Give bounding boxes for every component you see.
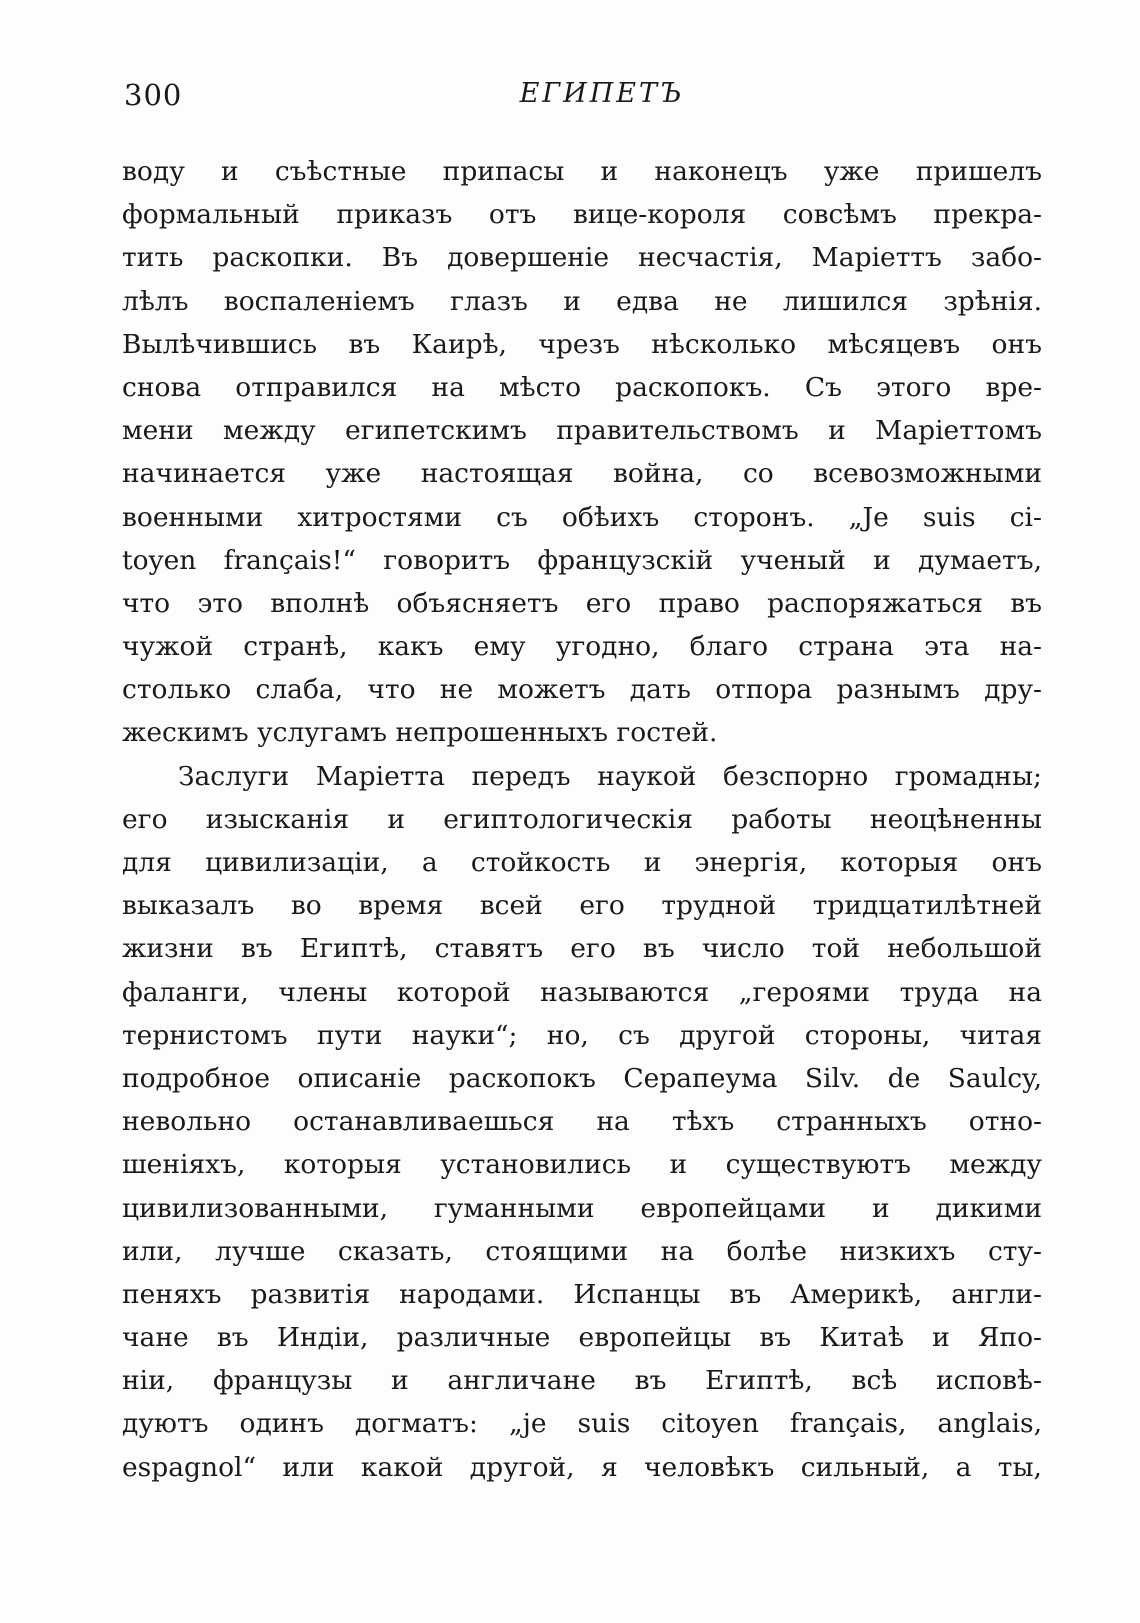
text-line: дуютъ одинъ догматъ: „je suis citoyen français, anglais,	[122, 1408, 1042, 1440]
text-line: шеніяхъ, которыя установились и существуютъ между	[122, 1149, 1042, 1181]
text-line: тернистомъ пути науки“; но, съ другой стороны, читая	[122, 1019, 1042, 1051]
text-line: чане въ Индіи, различные европейцы въ Китаѣ и Япо-	[122, 1322, 1042, 1354]
text-line: его изысканія и египтологическія работы неоцѣненны	[122, 803, 1042, 835]
text-line: выказалъ во время всей его трудной тридцатилѣтней	[122, 890, 1042, 922]
text-line: мени между египетскимъ правительствомъ и Маріеттомъ	[122, 415, 1042, 447]
text-line: жескимъ услугамъ непрошенныхъ гостей.	[122, 717, 718, 749]
body-text	[122, 150, 1042, 1489]
text-line: что это вполнѣ объясняетъ его право распоряжаться въ	[122, 587, 1042, 619]
text-line: военными хитростями съ обѣихъ сторонъ. „Je suis ci-	[122, 501, 1042, 533]
text-line: столько слаба, что не можетъ дать отпора разнымъ дру-	[122, 674, 1042, 706]
text-line: espagnol“ или какой другой, я человѣкъ сильный, а ты,	[122, 1451, 1042, 1483]
text-line: воду и съѣстные припасы и наконецъ уже пришелъ	[122, 156, 1042, 187]
text-line: Заслуги Маріетта передъ наукой безспорно громадны;	[178, 760, 1042, 792]
text-line: снова отправился на мѣсто раскопокъ. Съ этого вре-	[122, 371, 1042, 403]
text-line: или, лучше сказать, стоящими на болѣе низкихъ сту-	[122, 1235, 1042, 1267]
text-line: toyen français!“ говоритъ французскій ученый и думаетъ,	[122, 544, 1042, 576]
text-line: тить раскопки. Въ довершеніе несчастія, Маріеттъ забо-	[122, 242, 1042, 274]
paragraph	[122, 755, 1042, 1489]
text-line: начинается уже настоящая война, со всевозможными	[122, 458, 1042, 490]
text-line: для цивилизаціи, а стойкость и энергія, которыя онъ	[122, 847, 1042, 878]
text-line: цивилизованными, гуманными европейцами и дикими	[122, 1192, 1042, 1224]
text-line: подробное описаніе раскопокъ Серапеума Silv. de Saulcy,	[122, 1062, 1042, 1094]
text-line: фаланги, члены которой называются „героями труда на	[122, 976, 1042, 1008]
text-line: жизни въ Египтѣ, ставятъ его въ число той небольшой	[122, 933, 1042, 965]
text-line: лѣлъ воспаленіемъ глазъ и едва не лишился зрѣнія.	[122, 285, 1042, 317]
page-header	[124, 78, 1040, 118]
text-line: невольно останавливаешься на тѣхъ странныхъ отно-	[122, 1106, 1042, 1138]
text-line: пеняхъ развитія народами. Испанцы въ Америкѣ, англи-	[122, 1278, 1042, 1310]
page-number: 300	[124, 78, 183, 112]
paragraph	[122, 150, 1042, 755]
text-line: Вылѣчившись въ Каирѣ, чрезъ нѣсколько мѣсяцевъ онъ	[122, 328, 1042, 360]
text-line: ніи, французы и англичане въ Египтѣ, всѣ исповѣ-	[122, 1365, 1042, 1397]
text-line: чужой странѣ, какъ ему угодно, благо страна эта на-	[122, 631, 1042, 663]
running-title: ЕГИПЕТЪ	[519, 78, 685, 109]
text-line: формальный приказъ отъ вице-короля совсѣмъ прекра-	[122, 199, 1042, 231]
